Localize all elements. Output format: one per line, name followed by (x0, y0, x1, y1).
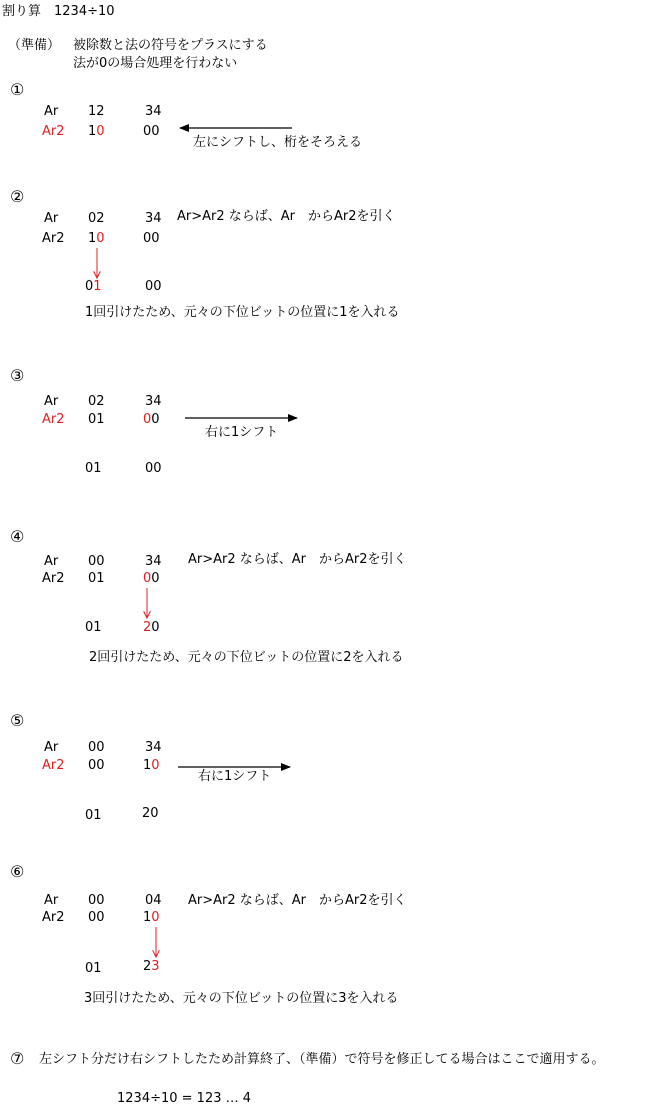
step-1-ar2-high: 10 (88, 124, 105, 139)
step-3-ar2-low: 00 (143, 412, 160, 427)
step-4-number: ④ (10, 527, 25, 546)
title: 割り算 1234÷10 (2, 4, 115, 19)
step-6-note: 3回引けたため、元々の下位ビットの位置に3を入れる (84, 991, 399, 1006)
step-3-result-high: 01 (85, 461, 102, 476)
step-2-ar2-high: 10 (88, 231, 105, 246)
step-4-ar-low: 34 (145, 554, 162, 569)
step-5-result-high: 01 (85, 808, 102, 823)
step-2-ar2-label: Ar2 (42, 231, 65, 246)
step-4-result-low: 20 (143, 620, 160, 635)
step-2-result-low: 00 (145, 279, 162, 294)
step-5-ar2-label: Ar2 (42, 758, 65, 773)
step-6-condition: Ar>Ar2 ならば、Ar からAr2を引く (188, 893, 407, 908)
step-4-ar-label: Ar (44, 554, 59, 569)
step-1-ar-low: 34 (145, 104, 162, 119)
step-5-number: ⑤ (10, 711, 25, 730)
step-4-ar2-high: 01 (88, 571, 105, 586)
step-1-note: 左にシフトし、桁をそろえる (193, 135, 363, 150)
step-3-ar2-high: 01 (88, 412, 105, 427)
step-5-note: 右に1シフト (198, 769, 272, 784)
step-2-ar-label: Ar (44, 211, 59, 226)
step-4-note: 2回引けたため、元々の下位ビットの位置に2を入れる (89, 650, 404, 665)
step-4-condition: Ar>Ar2 ならば、Ar からAr2を引く (188, 552, 407, 567)
prep-label: （準備） (8, 38, 61, 53)
step-1-number: ① (10, 80, 25, 99)
prep-line-2: 法が0の場合処理を行わない (73, 56, 238, 71)
step-6-ar-label: Ar (44, 893, 59, 908)
step-6-ar-high: 00 (88, 893, 105, 908)
step-2-result-high: 01 (85, 279, 102, 294)
step-5-ar-low: 34 (145, 740, 162, 755)
step-6-ar2-label: Ar2 (42, 910, 65, 925)
final-result: 1234÷10 = 123 … 4 (117, 1091, 252, 1106)
step-6-result-high: 01 (85, 961, 102, 976)
step-5-ar2-low: 10 (143, 758, 160, 773)
step-7-text: 左シフト分だけ右シフトしたため計算終了、（準備）で符号を修正してる場合はここで適用する。 (39, 1052, 605, 1067)
step-6-ar2-high: 00 (88, 910, 105, 925)
step-5-result-low: 20 (142, 806, 159, 821)
step-5-ar-high: 00 (88, 740, 105, 755)
step-3-ar-low: 34 (145, 394, 162, 409)
step-2-ar2-low: 00 (143, 231, 160, 246)
step-1-ar-label: Ar (44, 104, 59, 119)
step-2-ar-low: 34 (145, 211, 162, 226)
step-5-ar2-high: 00 (88, 758, 105, 773)
step-2-note: 1回引けたため、元々の下位ビットの位置に1を入れる (85, 305, 400, 320)
prep-line-1: 被除数と法の符号をプラスにする (73, 38, 268, 53)
step-3-ar-label: Ar (44, 394, 59, 409)
step-5-ar-label: Ar (44, 740, 59, 755)
step-3-note: 右に1シフト (205, 425, 279, 440)
step-4-ar2-low: 00 (143, 571, 160, 586)
step-3-result-low: 00 (145, 461, 162, 476)
step-2-number: ② (10, 187, 25, 206)
step-2-condition: Ar>Ar2 ならば、Ar からAr2を引く (177, 209, 396, 224)
step-6-ar-low: 04 (145, 893, 162, 908)
step-6-ar2-low: 10 (143, 910, 160, 925)
step-7-number: ⑦ (10, 1049, 25, 1068)
step-4-ar2-label: Ar2 (42, 571, 65, 586)
step-1-ar-high: 12 (88, 104, 105, 119)
step-1-ar2-low: 00 (143, 124, 160, 139)
step-4-result-high: 01 (85, 620, 102, 635)
step-2-ar-high: 02 (88, 211, 105, 226)
step-3-ar2-label: Ar2 (42, 412, 65, 427)
step-3-number: ③ (10, 366, 25, 385)
step-6-result-low: 23 (143, 959, 160, 974)
step-3-ar-high: 02 (88, 394, 105, 409)
step-1-ar2-label: Ar2 (42, 124, 65, 139)
step-4-ar-high: 00 (88, 554, 105, 569)
step-6-number: ⑥ (10, 862, 25, 881)
